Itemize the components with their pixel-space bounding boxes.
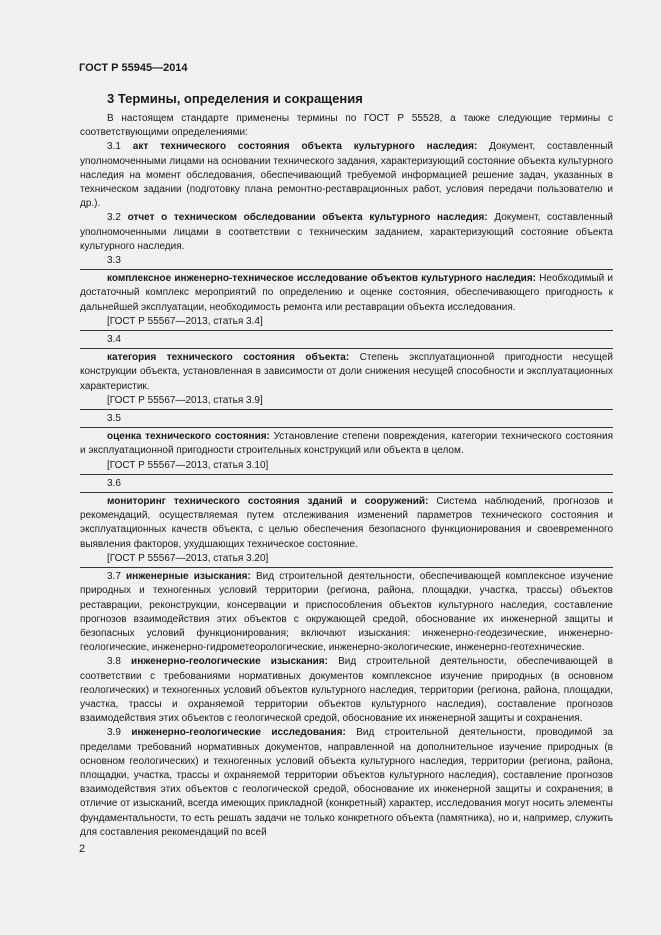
term-number: 3.4 [107, 334, 121, 346]
term-number: 3.7 [107, 571, 121, 583]
term-3-3 [80, 272, 613, 315]
term-3-4-box [80, 348, 613, 410]
term-definition: Степень эксплуатационной пригодности несущей конструкции объекта, установленная в зависимости от доли снижения несущей способности и эксплуатационных характеристик. [80, 352, 613, 392]
term-definition: Вид строительной деятельности, проводимой за пределами требований нормативных документов, направленной на дополнительное изучение природных (в основном геологических) и техногенных условий объекта культурного наследия, территории (региона, района, площадки, участка, трассы и охраняемой территории объектов культурного наследия), составление прогнозов взаимодействия этих объектов с геологической средой, обоснование их инженерной защиты и сохранения; в отличие от изысканий, всегда имеющих прикладной (конкретный) характер, исследования могут носить элементы фундаментальности, то есть решать задачи не только конкретного объекта (памятника), но и, например, служить для составления рекомендаций по всей [80, 727, 613, 838]
term-name: мониторинг технического состояния зданий и сооружений: [107, 496, 429, 508]
term-definition: Вид строительной деятельности, обеспечивающей в соответствии с требованиями нормативных документов комплексное изучение природных (в основном геологических) и техногенных условий объектов культурного наследия, территории (региона, района, площадки, участка, трассы и охраняемой территории объектов культурного наследия), составление прогнозов взаимодействия этих объектов с геологической средой, обоснование их инженерной защиты и сохранения. [80, 656, 613, 725]
term-source: [ГОСТ Р 55567—2013, статья 3.9] [107, 394, 263, 406]
term-definition: Вид строительной деятельности, обеспечивающей комплексное изучение природных и техногенных условий территории (региона, района, площадки, участка, трассы) объектов реставрации, реконструкции, консервации и приспособления объектов культурного наследия, составление прогнозов взаимодействия этих объектов с окружающей средой, обоснование их инженерной защиты и безопасных условий функционирования; включают изыскания: инженерно-геодезические, инженерно-геологические, инженерно-гидрометеорологические, инженерно-экологические, инженерно-геотехнические. [80, 571, 614, 654]
term-number: 3.2 [107, 212, 121, 224]
term-definition: Необходимый и достаточный комплекс мероприятий по определению и оценке состояния, обеспечивающего пригодность к дальнейшей эксплуатации, необходимость ремонта или реставрации объекта исследования. [80, 273, 614, 313]
term-number: 3.3 [107, 255, 121, 267]
term-name: акт технического состояния объекта культурного наследия: [132, 141, 478, 153]
term-number: 3.9 [107, 727, 121, 739]
term-name: инженерно-геологические исследования: [131, 727, 346, 739]
term-3-9 [80, 726, 613, 840]
term-name: категория технического состояния объекта: [107, 352, 350, 364]
term-source: [ГОСТ Р 55567—2013, статья 3.10] [107, 459, 269, 471]
page-number: 2 [79, 843, 86, 855]
term-number: 3.5 [107, 413, 121, 425]
term-number: 3.6 [107, 477, 121, 489]
term-name: отчет о техническом обследовании объекта культурного наследия: [127, 212, 488, 224]
section-title: 3 Термины, определения и сокращения [107, 91, 363, 106]
term-3-8 [80, 655, 613, 726]
term-3-1 [80, 140, 613, 211]
term-3-3-box [80, 269, 613, 331]
term-3-4 [80, 351, 613, 394]
term-name: инженерные изыскания: [126, 571, 251, 583]
term-definition: Установление степени повреждения, категории технического состояния и эксплуатационной пригодности строительных конструкций или объекта в целом. [80, 431, 613, 457]
term-3-5-box [80, 427, 613, 475]
term-3-7 [80, 570, 613, 655]
term-definition: Документ, составленный уполномоченными лицами на основании технического задания, характеризующий состояние объекта культурного наследия на момент обследования, обеспечивающий требуемой информацией решение задач, указанных в техническом задании (подготовку плана ремонтно-реставрационных работ, условия передачи пользователю и др.). [80, 141, 614, 210]
term-name: оценка технического состояния: [107, 431, 270, 443]
term-source: [ГОСТ Р 55567—2013, статья 3.20] [107, 552, 269, 564]
term-3-2 [80, 211, 613, 254]
term-name: комплексное инженерно-техническое исследование объектов культурного наследия: [107, 273, 536, 285]
term-number: 3.8 [107, 656, 121, 668]
term-definition: Система наблюдений, прогнозов и рекомендаций, осуществляемая путем отслеживания изменений параметров технического состояния и эксплуатационных качеств объекта, с целью обеспечения безопасного функционирования и своевременного выявления факторов, ухудшающих техническое состояние. [80, 496, 614, 550]
term-name: инженерно-геологические изыскания: [131, 656, 328, 668]
intro-paragraph: В настоящем стандарте применены термины по ГОСТ Р 55528, а также следующие термины с соответствующими определениями: [80, 113, 613, 139]
document-code: ГОСТ Р 55945—2014 [79, 62, 188, 74]
term-source: [ГОСТ Р 55567—2013, статья 3.4] [107, 315, 263, 327]
term-number: 3.1 [107, 141, 121, 153]
term-3-6-box [80, 492, 613, 568]
term-3-6 [80, 495, 613, 552]
section-content [80, 112, 613, 840]
term-definition: Документ, составленный уполномоченными лицами в соответствии с техническим заданием, характеризующий состояние объекта культурного наследия. [80, 212, 614, 252]
term-3-5 [80, 430, 613, 458]
